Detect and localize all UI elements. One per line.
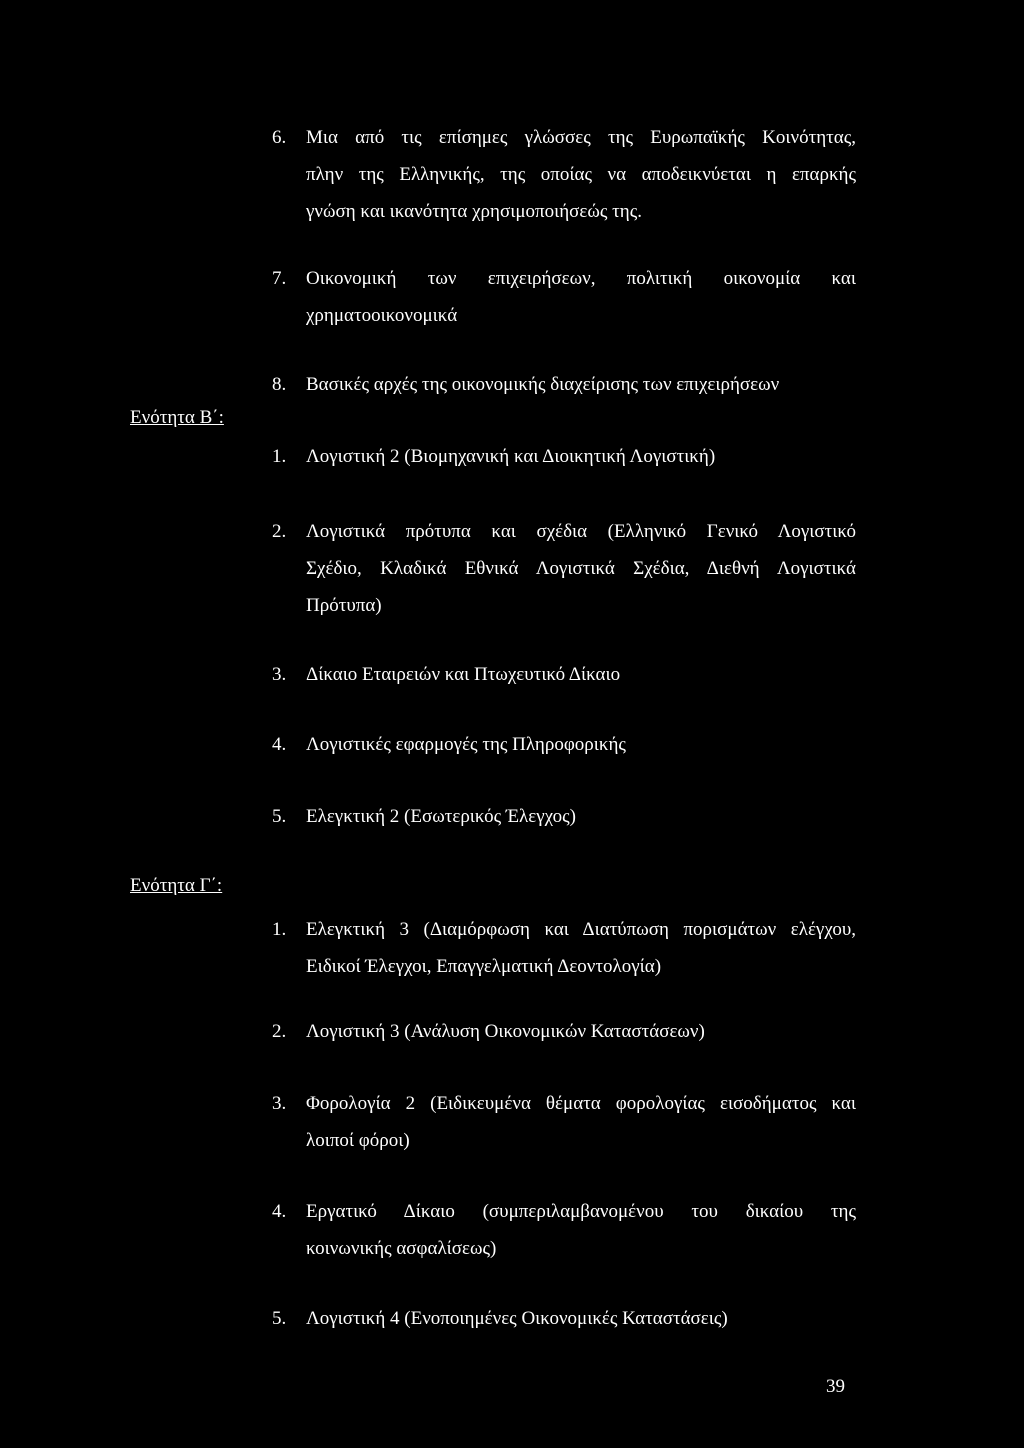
item-text-line: Λογιστική 3 (Ανάλυση Οικονομικών Καταστάσεων) — [306, 1021, 705, 1042]
list-item-c-5 — [272, 1300, 856, 1337]
item-text-line: Σχέδιο, Κλαδικά Εθνικά Λογιστικά Σχέδια, Διεθνή Λογιστικά — [306, 558, 856, 579]
item-number: 2. — [272, 521, 287, 542]
item-number: 5. — [272, 1308, 287, 1329]
list-item-b-1 — [272, 438, 856, 475]
item-text-line: λοιποί φόροι) — [306, 1130, 410, 1151]
item-text-line: Πρότυπα) — [306, 595, 382, 616]
item-number: 3. — [272, 1093, 287, 1114]
item-text-line: Λογιστική 4 (Ενοποιημένες Οικονομικές Καταστάσεις) — [306, 1308, 728, 1329]
item-text-line: Λογιστική 2 (Βιομηχανική και Διοικητική Λογιστική) — [306, 446, 716, 467]
item-text-line: πλην της Ελληνικής, της οποίας να αποδεικνύεται η επαρκής — [306, 164, 856, 185]
item-text-line: Ελεγκτική 2 (Εσωτερικός Έλεγχος) — [306, 806, 576, 827]
item-number: 1. — [272, 919, 287, 940]
item-text-line: Εργατικό Δίκαιο (συμπεριλαμβανομένου του δικαίου της — [306, 1201, 856, 1222]
item-number: 6. — [272, 127, 287, 148]
section-c-heading: Ενότητα Γ΄: — [130, 875, 223, 896]
list-item-c-4 — [272, 1193, 856, 1267]
list-item-top-8 — [272, 366, 856, 403]
list-item-c-2 — [272, 1013, 856, 1050]
item-number: 7. — [272, 268, 287, 289]
list-item-top-7 — [272, 260, 856, 334]
item-text-line: Οικονομική των επιχειρήσεων, πολιτική οικονομία και — [306, 268, 856, 289]
item-number: 3. — [272, 664, 287, 685]
item-number: 5. — [272, 806, 287, 827]
item-text-line: κοινωνικής ασφαλίσεως) — [306, 1238, 497, 1259]
item-text-line: γνώση και ικανότητα χρησιμοποιήσεώς της. — [306, 201, 642, 222]
item-number: 8. — [272, 374, 287, 395]
section-b-heading: Ενότητα Β΄: — [130, 407, 224, 428]
item-text-line: Βασικές αρχές της οικονομικής διαχείρισης των επιχειρήσεων — [306, 374, 780, 395]
list-item-c-1 — [272, 911, 856, 985]
item-number: 1. — [272, 446, 287, 467]
item-text-line: χρηματοοικονομικά — [306, 305, 458, 326]
item-text-line: Φορολογία 2 (Ειδικευμένα θέματα φορολογίας εισοδήματος και — [306, 1093, 856, 1114]
item-number: 4. — [272, 734, 287, 755]
item-text-line: Δίκαιο Εταιρειών και Πτωχευτικό Δίκαιο — [306, 664, 621, 685]
list-item-b-3 — [272, 656, 856, 693]
list-item-c-3 — [272, 1085, 856, 1159]
list-item-b-5 — [272, 798, 856, 835]
item-number: 2. — [272, 1021, 287, 1042]
item-text-line: Λογιστικά πρότυπα και σχέδια (Ελληνικό Γενικό Λογιστικό — [306, 521, 856, 542]
item-text-line: Μια από τις επίσημες γλώσσες της Ευρωπαϊκής Κοινότητας, — [306, 127, 856, 148]
list-item-top-6 — [272, 119, 856, 230]
item-text-line: Ειδικοί Έλεγχοι, Επαγγελματική Δεοντολογία) — [306, 956, 662, 977]
item-text-line: Ελεγκτική 3 (Διαμόρφωση και Διατύπωση πορισμάτων ελέγχου, — [306, 919, 856, 940]
list-item-b-4 — [272, 726, 856, 763]
item-number: 4. — [272, 1201, 287, 1222]
page-number: 39 — [826, 1376, 845, 1397]
list-item-b-2 — [272, 513, 856, 624]
item-text-line: Λογιστικές εφαρμογές της Πληροφορικής — [306, 734, 626, 755]
